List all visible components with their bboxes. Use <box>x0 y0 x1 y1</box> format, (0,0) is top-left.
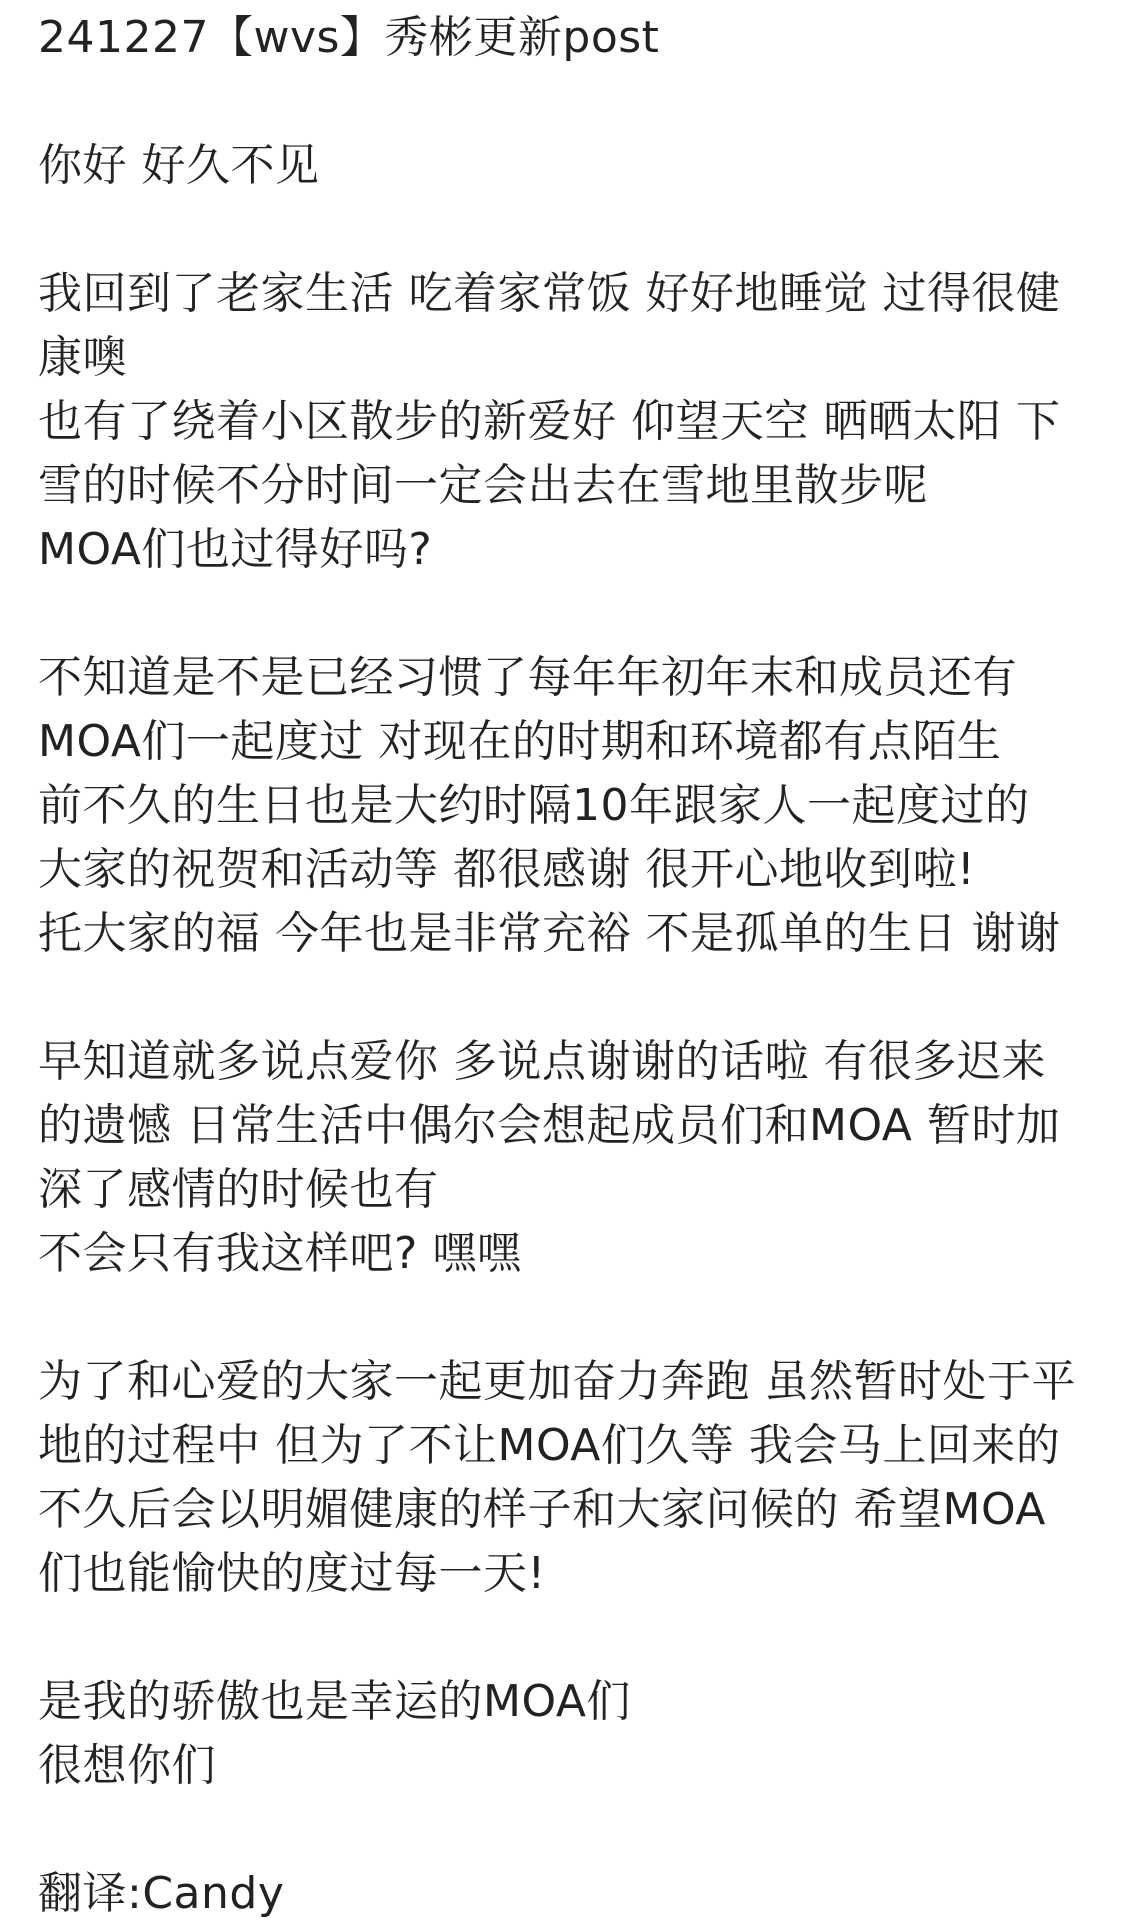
paragraph-4 <box>38 1350 1128 1606</box>
text-line: MOA们也过得好吗? <box>38 524 433 575</box>
text-line: 是我的骄傲也是幸运的MOA们 <box>38 1676 631 1727</box>
spacer <box>38 1606 1128 1670</box>
text-line: 们也能愉快的度过每一天! <box>38 1548 546 1599</box>
spacer <box>38 1798 1128 1862</box>
text-line: 不会只有我这样吧? 嘿嘿 <box>38 1228 522 1279</box>
text-line: 大家的祝贺和活动等 都很感谢 很开心地收到啦! <box>38 844 976 895</box>
paragraph-2 <box>38 646 1128 966</box>
text-line: 不久后会以明媚健康的样子和大家问候的 希望MOA <box>38 1484 1046 1535</box>
paragraph-1 <box>38 262 1128 582</box>
post-title: 241227【wvs】秀彬更新post <box>38 12 660 63</box>
spacer <box>38 1286 1128 1350</box>
spacer <box>38 198 1128 262</box>
text-line: 的遗憾 日常生活中偶尔会想起成员们和MOA 暂时加 <box>38 1100 1061 1151</box>
text-line: 早知道就多说点爱你 多说点谢谢的话啦 有很多迟来 <box>38 1036 1046 1087</box>
paragraph-3 <box>38 1030 1128 1286</box>
text-line: 很想你们 <box>38 1740 216 1791</box>
spacer <box>38 582 1128 646</box>
text-line: 地的过程中 但为了不让MOA们久等 我会马上回来的 <box>38 1420 1061 1471</box>
text-line: 我回到了老家生活 吃着家常饭 好好地睡觉 过得很健 <box>38 268 1061 319</box>
text-line: 为了和心爱的大家一起更加奋力奔跑 虽然暂时处于平 <box>38 1356 1076 1407</box>
text-line: MOA们一起度过 对现在的时期和环境都有点陌生 <box>38 716 1002 767</box>
spacer <box>38 70 1128 134</box>
text-line: 康噢 <box>38 332 127 383</box>
paragraph-5 <box>38 1670 1128 1798</box>
text-line: 不知道是不是已经习惯了每年年初年末和成员还有 <box>38 652 1017 703</box>
text-line: 前不久的生日也是大约时隔10年跟家人一起度过的 <box>38 780 1030 831</box>
spacer <box>38 966 1128 1030</box>
translator-credit: 翻译:Candy <box>38 1868 285 1919</box>
text-line: 也有了绕着小区散步的新爱好 仰望天空 晒晒太阳 下 <box>38 396 1061 447</box>
text-line: 雪的时候不分时间一定会出去在雪地里散步呢 <box>38 460 928 511</box>
post-content <box>38 0 1128 1926</box>
text-line: 深了感情的时候也有 <box>38 1164 439 1215</box>
greeting-line: 你好 好久不见 <box>38 140 320 191</box>
text-line: 托大家的福 今年也是非常充裕 不是孤单的生日 谢谢 <box>38 908 1061 959</box>
